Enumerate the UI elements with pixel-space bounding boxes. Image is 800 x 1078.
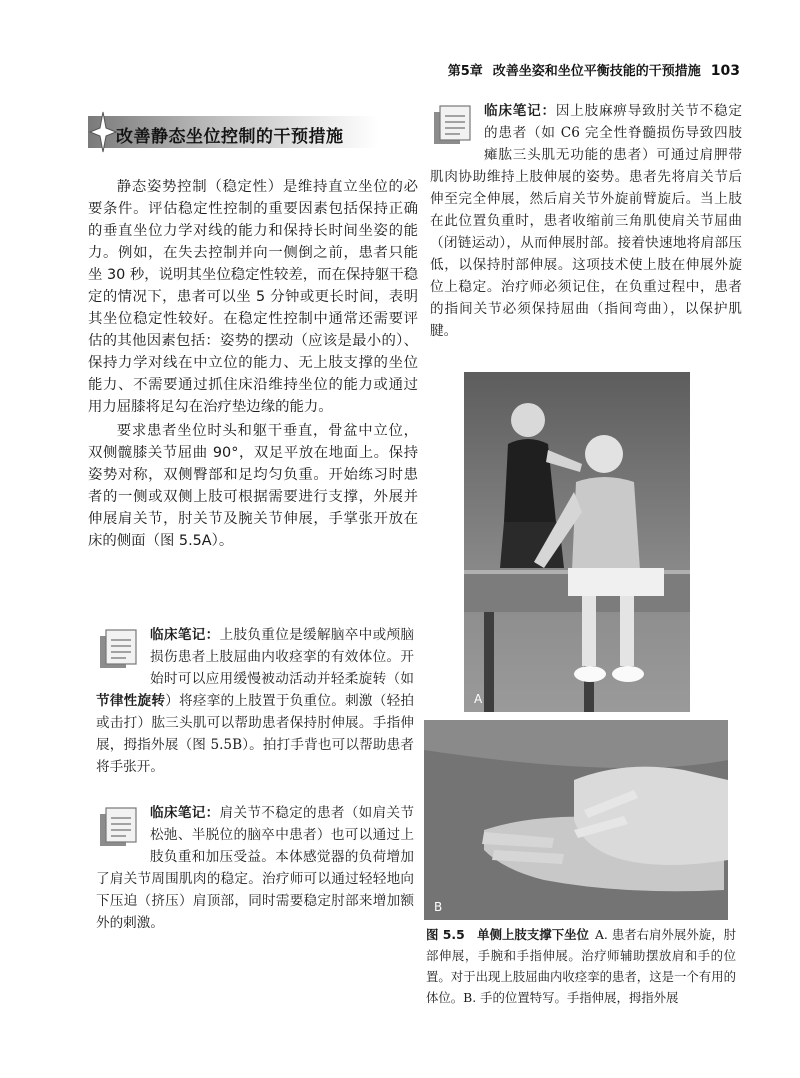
note-label: 临床笔记： bbox=[150, 805, 220, 821]
clinical-note bbox=[96, 624, 414, 778]
note-text: 上肢负重位是缓解脑卒中或颅脑损伤患者上肢屈曲内收痉挛的有效体位。开始时可以应用缓慢被动活动并轻柔旋转（如 bbox=[150, 627, 415, 687]
chapter-label: 第5章 bbox=[447, 64, 483, 79]
body-text bbox=[88, 176, 418, 552]
hand-closeup-illustration bbox=[424, 720, 728, 920]
photo-label: B bbox=[434, 900, 443, 914]
section-title: 改善静态坐位控制的干预措施 bbox=[116, 127, 344, 147]
paragraph: 要求患者坐位时头和躯干垂直，骨盆中立位，双侧髋膝关节屈曲 90°，双足平放在地面上。保持姿势对称，双侧臀部和足均匀负重。开始练习时患者的一侧或双侧上肢可根据需要进行支撑，外展并伸展肩关节，肘关节及腕关节伸展，手掌张开放在床的侧面（图 5.5A）。 bbox=[88, 423, 418, 549]
paragraph: 静态姿势控制（稳定性）是维持直立坐位的必要条件。评估稳定性控制的重要因素包括保持正确的垂直坐位力学对线的能力和保持长时间坐姿的能力。例如，在失去控制并向一侧倒之前，患者只能坐 30 秒，说明其坐位稳定性较差，而在保持躯干稳定的情况下，患者可以坐 5 分钟或更长时间，表明其坐位稳定性较好。在稳定性控制中通常还需要评估的其他因素包括：姿势的摆动（应该是最小的）、保持力学对线在中立位的能力、无上肢支撑的坐位能力、不需要通过抓住床沿维持坐位的能力或通过用力屈膝将足勾在治疗垫边缘的能力。 bbox=[88, 179, 418, 415]
figure-photo-b bbox=[424, 720, 728, 920]
photo-label: A bbox=[474, 692, 483, 706]
figure-photo-a bbox=[464, 372, 690, 712]
note-text: 因上肢麻痹导致肘关节不稳定的患者（如 C6 完全性脊髓损伤导致四肢瘫肱三头肌无功能的患者）可通过肩胛带肌肉协助维持上肢伸展的姿势。患者先将肩关节后伸至完全伸展，然后肩关节外旋前臂旋后。当上肢在此位置负重时，患者收缩前三角肌使肩关节屈曲（闭链运动），从而伸展肘部。接着快速地将肩部压低，以保持肘部伸展。这项技术使上肢在伸展外旋位上稳定。治疗师必须记住，在负重过程中，患者的指间关节必须保持屈曲（指间弯曲），以保护肌腱。 bbox=[430, 103, 743, 339]
note-text: 肩关节不稳定的患者（如肩关节松弛、半脱位的脑卒中患者）也可以通过上肢负重和加压受益。本体感觉器的负荷增加了肩关节周围肌肉的稳定。治疗师可以通过轻轻地向下压迫（挤压）肩顶部，同时需要稳定肘部来增加额外的刺激。 bbox=[96, 805, 415, 931]
figure-caption bbox=[426, 924, 736, 1008]
notepad-icon bbox=[96, 804, 142, 850]
note-label: 临床笔记： bbox=[150, 627, 220, 643]
clinical-note bbox=[430, 100, 742, 342]
chapter-title: 改善坐姿和坐位平衡技能的干预措施 bbox=[492, 64, 701, 79]
clinical-note bbox=[96, 802, 414, 934]
note-bold-term: 节律性旋转 bbox=[96, 693, 166, 709]
notepad-icon bbox=[96, 626, 142, 672]
section-heading bbox=[88, 110, 378, 154]
page-number: 103 bbox=[710, 63, 740, 79]
sitting-patient-illustration bbox=[464, 372, 690, 712]
flourish-icon bbox=[88, 110, 118, 154]
note-label: 临床笔记： bbox=[484, 103, 556, 119]
caption-text: A. 患者右肩外展外旋，肘部伸展，手腕和手指伸展。治疗师辅助摆放肩和手的位置。对于出现上肢屈曲内收痉挛的患者，这是一个有用的体位。B. 手的位置特写。手指伸展，拇指外展 bbox=[426, 927, 737, 1005]
caption-label: 图 5.5 单侧上肢支撑下坐位 bbox=[426, 927, 589, 942]
running-header bbox=[448, 60, 740, 79]
note-text: ）将痉挛的上肢置于负重位。刺激（轻拍或击打）肱三头肌可以帮助患者保持肘伸展。手指伸展，拇指外展（图 5.5B）。拍打手背也可以帮助患者将手张开。 bbox=[96, 693, 415, 775]
notepad-icon bbox=[430, 102, 476, 148]
